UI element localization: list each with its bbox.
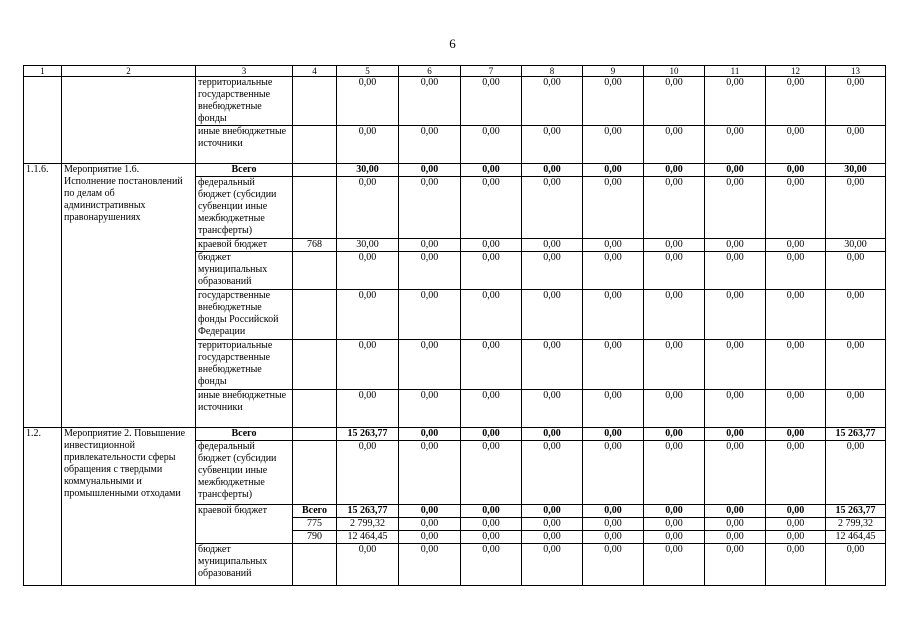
value-cell: 0,00 [705, 340, 766, 390]
value-cell: 0,00 [644, 77, 705, 126]
row-number: 1.2. [24, 428, 62, 586]
code-cell [293, 441, 337, 505]
value-cell: 0,00 [766, 77, 826, 126]
value-cell: 0,00 [399, 390, 461, 428]
value-cell: 0,00 [644, 126, 705, 164]
value-cell: 0,00 [826, 544, 886, 586]
value-cell: 15 263,77 [826, 505, 886, 518]
value-cell: 0,00 [644, 239, 705, 252]
code-cell: 775 [293, 518, 337, 531]
value-cell: 12 464,45 [826, 531, 886, 544]
value-cell: 0,00 [337, 177, 399, 239]
value-cell: 0,00 [644, 441, 705, 505]
value-cell: 0,00 [461, 77, 522, 126]
value-cell: 0,00 [644, 252, 705, 290]
value-cell: 0,00 [705, 518, 766, 531]
value-cell: 0,00 [399, 441, 461, 505]
code-cell [293, 544, 337, 586]
funding-source: иные внебюджетные источники [196, 390, 293, 428]
value-cell: 0,00 [705, 77, 766, 126]
value-cell: 0,00 [399, 126, 461, 164]
value-cell: 0,00 [461, 164, 522, 177]
value-cell: 0,00 [522, 428, 583, 441]
value-cell: 0,00 [522, 531, 583, 544]
value-cell: 0,00 [644, 177, 705, 239]
value-cell: 0,00 [766, 340, 826, 390]
value-cell: 0,00 [399, 290, 461, 340]
value-cell: 0,00 [583, 239, 644, 252]
value-cell: 0,00 [399, 77, 461, 126]
code-cell [293, 290, 337, 340]
value-cell: 0,00 [583, 290, 644, 340]
value-cell: 0,00 [644, 531, 705, 544]
value-cell: 0,00 [766, 239, 826, 252]
value-cell: 30,00 [337, 164, 399, 177]
value-cell: 0,00 [522, 164, 583, 177]
code-cell [293, 164, 337, 177]
value-cell: 0,00 [583, 531, 644, 544]
value-cell: 0,00 [583, 164, 644, 177]
activity-name: Мероприятие 2. Повышение инвестиционной привлекательности сферы обращения с твердыми коммунальными и промышленными отходами [62, 428, 196, 586]
value-cell: 0,00 [705, 441, 766, 505]
column-header: 4 [293, 66, 337, 77]
value-cell: 0,00 [337, 340, 399, 390]
value-cell: 0,00 [399, 164, 461, 177]
code-cell [293, 177, 337, 239]
table-row [24, 77, 886, 126]
value-cell: 30,00 [337, 239, 399, 252]
value-cell: 0,00 [399, 340, 461, 390]
column-header: 7 [461, 66, 522, 77]
value-cell: 0,00 [337, 126, 399, 164]
value-cell: 0,00 [522, 290, 583, 340]
value-cell: 0,00 [644, 544, 705, 586]
value-cell: 0,00 [826, 290, 886, 340]
funding-source: территориальные государственные внебюджетные фонды [196, 340, 293, 390]
value-cell: 0,00 [705, 290, 766, 340]
value-cell: 0,00 [522, 252, 583, 290]
value-cell: 0,00 [705, 544, 766, 586]
value-cell: 0,00 [644, 390, 705, 428]
value-cell: 0,00 [337, 290, 399, 340]
column-header: 8 [522, 66, 583, 77]
value-cell: 0,00 [644, 164, 705, 177]
code-cell: 790 [293, 531, 337, 544]
value-cell: 0,00 [461, 531, 522, 544]
value-cell: 0,00 [705, 239, 766, 252]
value-cell: 0,00 [522, 177, 583, 239]
value-cell: 0,00 [337, 544, 399, 586]
code-cell [293, 252, 337, 290]
value-cell: 0,00 [522, 340, 583, 390]
value-cell: 0,00 [766, 544, 826, 586]
value-cell: 30,00 [826, 164, 886, 177]
column-header: 11 [705, 66, 766, 77]
value-cell: 0,00 [826, 77, 886, 126]
code-cell [293, 340, 337, 390]
value-cell: 0,00 [766, 505, 826, 518]
budget-table [23, 65, 886, 586]
value-cell: 2 799,32 [826, 518, 886, 531]
column-header: 1 [24, 66, 62, 77]
value-cell: 0,00 [399, 252, 461, 290]
value-cell: 0,00 [461, 505, 522, 518]
table-row [24, 428, 886, 441]
value-cell: 0,00 [399, 544, 461, 586]
value-cell: 0,00 [826, 340, 886, 390]
value-cell: 0,00 [461, 518, 522, 531]
value-cell: 0,00 [644, 428, 705, 441]
value-cell: 0,00 [644, 518, 705, 531]
value-cell: 0,00 [644, 505, 705, 518]
value-cell: 0,00 [644, 340, 705, 390]
value-cell: 0,00 [826, 177, 886, 239]
value-cell: 0,00 [399, 239, 461, 252]
value-cell: 0,00 [766, 441, 826, 505]
row-number-empty [24, 77, 62, 164]
value-cell: 0,00 [461, 544, 522, 586]
value-cell: 0,00 [337, 441, 399, 505]
value-cell: 0,00 [461, 428, 522, 441]
table-row [24, 164, 886, 177]
funding-source-total: Всего [196, 164, 293, 177]
funding-source: территориальные государственные внебюджетные фонды [196, 77, 293, 126]
value-cell: 0,00 [583, 252, 644, 290]
value-cell: 0,00 [522, 126, 583, 164]
value-cell: 0,00 [522, 77, 583, 126]
funding-source: бюджет муниципальных образований [196, 252, 293, 290]
value-cell: 0,00 [337, 77, 399, 126]
value-cell: 0,00 [705, 505, 766, 518]
value-cell: 0,00 [705, 177, 766, 239]
value-cell: 0,00 [826, 390, 886, 428]
value-cell: 0,00 [705, 126, 766, 164]
value-cell: 0,00 [705, 164, 766, 177]
value-cell: 0,00 [826, 441, 886, 505]
row-number: 1.1.6. [24, 164, 62, 428]
value-cell: 0,00 [583, 518, 644, 531]
funding-source: государственные внебюджетные фонды Российской Федерации [196, 290, 293, 340]
value-cell: 0,00 [766, 518, 826, 531]
value-cell: 0,00 [461, 390, 522, 428]
value-cell: 0,00 [399, 428, 461, 441]
value-cell: 0,00 [461, 177, 522, 239]
value-cell: 0,00 [399, 505, 461, 518]
column-header: 6 [399, 66, 461, 77]
value-cell: 0,00 [766, 252, 826, 290]
value-cell: 0,00 [522, 505, 583, 518]
value-cell: 0,00 [337, 252, 399, 290]
value-cell: 0,00 [583, 441, 644, 505]
value-cell: 0,00 [399, 177, 461, 239]
value-cell: 0,00 [766, 126, 826, 164]
value-cell: 0,00 [826, 126, 886, 164]
activity-name: Мероприятие 1.6. Исполнение постановлений по делам об административных правонарушениях [62, 164, 196, 428]
value-cell: 0,00 [461, 252, 522, 290]
value-cell: 0,00 [399, 518, 461, 531]
value-cell: 0,00 [461, 239, 522, 252]
value-cell: 0,00 [522, 441, 583, 505]
value-cell: 0,00 [766, 290, 826, 340]
value-cell: 0,00 [522, 390, 583, 428]
value-cell: 0,00 [705, 252, 766, 290]
code-cell: 768 [293, 239, 337, 252]
value-cell: 0,00 [583, 177, 644, 239]
column-header: 9 [583, 66, 644, 77]
value-cell: 0,00 [766, 177, 826, 239]
value-cell: 12 464,45 [337, 531, 399, 544]
value-cell: 0,00 [583, 544, 644, 586]
funding-source: федеральный бюджет (субсидии субвенции иные межбюджетные трансферты) [196, 177, 293, 239]
funding-source: краевой бюджет [196, 505, 293, 544]
funding-source: бюджет муниципальных образований [196, 544, 293, 586]
code-cell: Всего [293, 505, 337, 518]
page-number: 6 [449, 36, 456, 51]
value-cell: 0,00 [826, 252, 886, 290]
column-header: 10 [644, 66, 705, 77]
funding-source-total: Всего [196, 428, 293, 441]
value-cell: 0,00 [766, 164, 826, 177]
value-cell: 2 799,32 [337, 518, 399, 531]
value-cell: 0,00 [705, 390, 766, 428]
code-cell [293, 390, 337, 428]
code-cell [293, 77, 337, 126]
value-cell: 0,00 [705, 531, 766, 544]
column-header: 12 [766, 66, 826, 77]
funding-source: краевой бюджет [196, 239, 293, 252]
value-cell: 15 263,77 [337, 505, 399, 518]
value-cell: 0,00 [522, 544, 583, 586]
value-cell: 0,00 [644, 290, 705, 340]
value-cell: 0,00 [583, 390, 644, 428]
header-row [24, 66, 886, 77]
value-cell: 0,00 [522, 518, 583, 531]
column-header: 5 [337, 66, 399, 77]
activity-name-empty [62, 77, 196, 164]
value-cell: 0,00 [583, 505, 644, 518]
value-cell: 30,00 [826, 239, 886, 252]
value-cell: 0,00 [583, 77, 644, 126]
value-cell: 0,00 [522, 239, 583, 252]
value-cell: 0,00 [766, 531, 826, 544]
funding-source: федеральный бюджет (субсидии субвенции иные межбюджетные трансферты) [196, 441, 293, 505]
funding-source: иные внебюджетные источники [196, 126, 293, 164]
value-cell: 0,00 [337, 390, 399, 428]
value-cell: 0,00 [461, 126, 522, 164]
value-cell: 0,00 [583, 428, 644, 441]
value-cell: 0,00 [766, 428, 826, 441]
value-cell: 15 263,77 [337, 428, 399, 441]
value-cell: 0,00 [461, 340, 522, 390]
code-cell [293, 428, 337, 441]
value-cell: 0,00 [583, 340, 644, 390]
column-header: 2 [62, 66, 196, 77]
column-header: 13 [826, 66, 886, 77]
value-cell: 15 263,77 [826, 428, 886, 441]
code-cell [293, 126, 337, 164]
value-cell: 0,00 [766, 390, 826, 428]
value-cell: 0,00 [399, 531, 461, 544]
value-cell: 0,00 [461, 290, 522, 340]
value-cell: 0,00 [583, 126, 644, 164]
column-header: 3 [196, 66, 293, 77]
value-cell: 0,00 [461, 441, 522, 505]
value-cell: 0,00 [705, 428, 766, 441]
